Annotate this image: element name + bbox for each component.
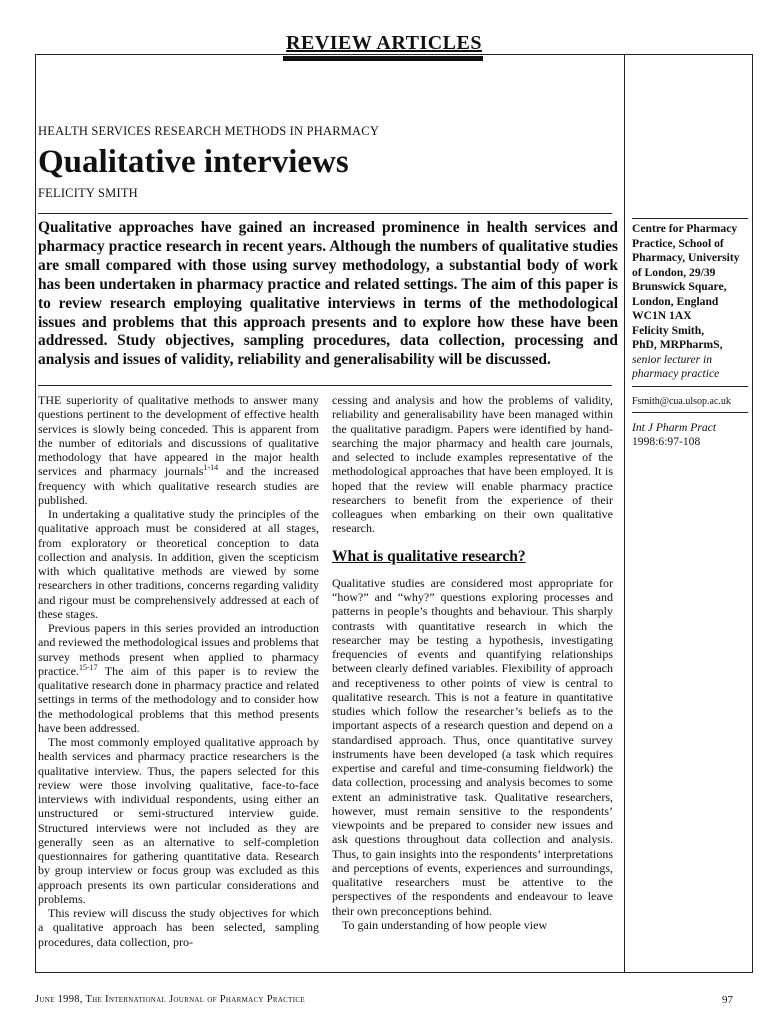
article-title: Qualitative interviews (38, 144, 349, 180)
frame-left-rule (35, 54, 36, 972)
reference-marker: 15-17 (78, 662, 98, 672)
paragraph: The most commonly employed qualitative approach by health services and pharmacy practice researchers is the qualitative interview. Thus, the papers selected for this review were those involving qualitative, face-to-face interviews with individual respondents, using either an unstructured or semi-structured interview guide. Structured interviews were not included as they are generally seen as an alternative to self-completion questionnaires for gathering quantitative data. Research by group interview or focus group was excluded as this approach presents its own particular considerations and problems. (38, 735, 319, 906)
sidebar-rule (632, 386, 748, 387)
sidebar-divider (624, 54, 625, 972)
journal-name: Int J Pharm Pract (632, 420, 717, 434)
author-sidebar (632, 214, 750, 450)
header-underline-bar (283, 56, 483, 61)
footer-journal: June 1998, The International Journal of Pharmacy Practice (35, 994, 305, 1005)
section-header-title: REVIEW ARTICLES (286, 32, 482, 54)
paragraph: Previous papers in this series provided an introduction and reviewed the methodological issues and problems that survey methods present when applied to pharmacy practice.$^{15-17}$ The aim of this paper is to review the qualitative research done in pharmacy practice and related settings in terms of the methodology and to consider how the methodological problems that this method presents have been addressed. (38, 621, 319, 735)
frame-right-rule (752, 54, 753, 972)
abstract-bottom-rule (38, 385, 612, 386)
series-title: HEALTH SERVICES RESEARCH METHODS IN PHARMACY (38, 124, 380, 138)
body-column-right (332, 393, 613, 932)
citation (632, 421, 750, 450)
sidebar-author-name: Felicity Smith, (632, 323, 705, 337)
abstract-top-rule (38, 213, 612, 214)
frame-top-rule (35, 54, 753, 55)
sidebar-rule (632, 412, 748, 413)
frame-bottom-rule (35, 972, 753, 973)
sidebar-author-degrees: PhD, MRPharmS, (632, 338, 723, 351)
paragraph: THE superiority of qualitative methods to answer many questions pertinent to the development of effective health services is slowly being conceded. This is apparent from the number of editorials and discussions of qualitative methodology that have appeared in the major health services and pharmacy journals$^{1-14}$ and the increased frequency with which qualitative research studies are published. (38, 393, 319, 507)
paragraph: cessing and analysis and how the problems of validity, reliability and generalisability have been managed within the qualitative paradigm. Papers were identified by hand-searching the major pharmacy and health care journals, and selected to include examples representative of the methodological approaches that have been employed. It is hoped that the review will enable pharmacy practice researchers to benefit from the experience of their colleagues when embarking on their own qualitative research. (332, 393, 613, 536)
page-number: 97 (722, 994, 733, 1006)
paragraph: This review will discuss the study objectives for which a qualitative approach has been selected, sampling procedures, data collection, pro- (38, 906, 319, 949)
affiliation: Centre for Pharmacy Practice, School of Pharmacy, University of London, 29/39 Brunswick Square, London, England WC1N 1AX (632, 222, 740, 322)
paragraph: Qualitative studies are considered most appropriate for “how?” and “why?” questions exploring processes and patterns in people’s thoughts and behaviour. This sharply contrasts with quantitative research in which the researcher may be testing a hypothesis, investigating frequencies of events and quantifying relationships between clearly defined variables. Flexibility of approach and receptiveness to other points of view is central to qualitative research. This is not a feature in quantitative studies which follow the researcher’s beliefs as to the important aspects of a research question and depend on a standardised approach. Thus, once quantitative survey instruments have been developed (a task which requires expertise and careful and time-consuming fieldwork) the data collection, processing and analysis becomes to some extent an administrative task. Qualitative researchers, however, must remain sensitive to the respondents’ viewpoints and be prepared to consider new issues and ask questions throughout data collection and analysis. Thus, to gain insights into the respondents’ interpretations and perceptions of events, experiences and surroundings, qualitative researchers must be attentive to the perspectives of the respondents and endeavour to leave their own preconceptions behind. (332, 575, 613, 918)
body-column-left (38, 393, 319, 949)
citation-details: 1998:6:97-108 (632, 435, 701, 448)
article-author: FELICITY SMITH (38, 186, 138, 200)
paragraph: In undertaking a qualitative study the principles of the qualitative approach must be considered at all stages, from exploratory or theoretical conception to data collection and analysis. In addition, given the scepticism with which qualitative methods are viewed by some researchers in other traditions, concerns regarding validity and rigour must be comprehensively addressed at each of these stages. (38, 507, 319, 621)
reference-marker: 1-14 (203, 463, 219, 473)
paragraph: To gain understanding of how people view (342, 917, 548, 932)
author-email: Fsmith@cua.ulsop.ac.uk (632, 395, 731, 407)
abstract: Qualitative approaches have gained an increased prominence in health services and pharmacy practice research in recent years. Although the numbers of qualitative studies are small compared with those using survey methodology, a substantial body of work has been undertaken in pharmacy practice and related settings. The aim of this paper is to review research employing qualitative interviews in terms of the methodological issues and problems that this approach presents and to explore how these have been addressed. Study objectives, sampling procedures, data collection, processing and analysis and issues of validity, reliability and generalisability will be discussed. (38, 219, 618, 369)
sidebar-top-rule (632, 218, 748, 219)
section-heading: What is qualitative research? (332, 547, 526, 565)
sidebar-author-title: senior lecturer in pharmacy practice (632, 352, 720, 380)
